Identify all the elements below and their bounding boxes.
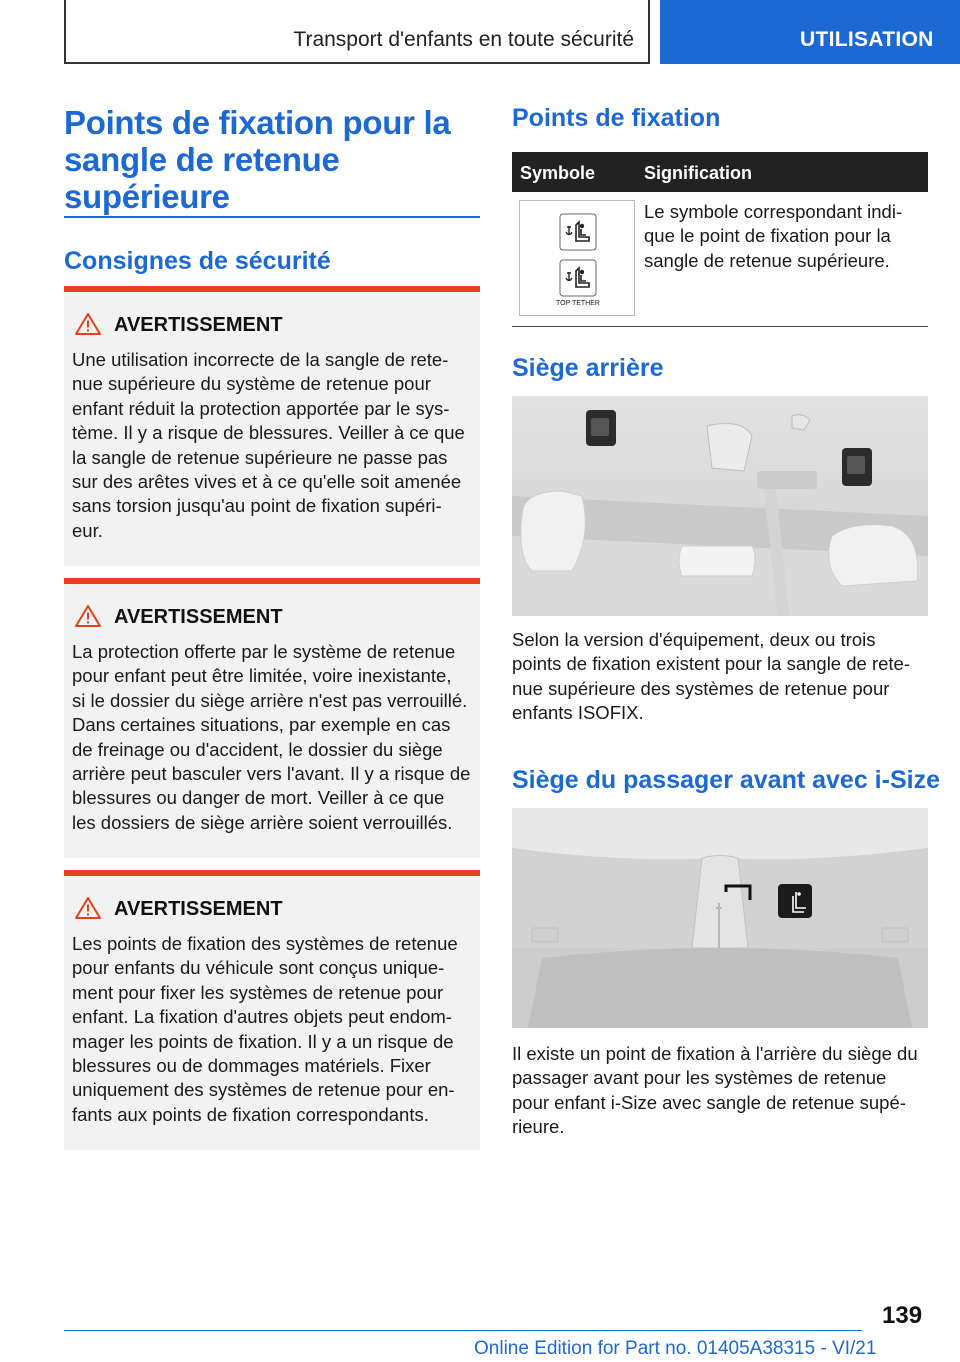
warning-box (64, 286, 480, 566)
front-seat-heading: Siège du passager avant avec i-Size (512, 766, 940, 794)
table-header (512, 152, 928, 192)
warning-triangle-icon (74, 604, 102, 628)
text-line: sangle de retenue supérieure. (644, 249, 890, 271)
text-line: enfant réduit la protection apportée par le sys- (72, 397, 450, 419)
text-line: ment pour fixer les systèmes de retenue pour (72, 981, 444, 1003)
text-line: arrière peut basculer vers l'avant. Il y a risque de (72, 763, 471, 785)
table-header-symbol: Symbole (520, 163, 596, 183)
warning-label: AVERTISSEMENT (114, 898, 283, 920)
page-title-line: sangle de retenue (64, 141, 340, 178)
section-title: Transport d'enfants en toute sécurité (293, 28, 634, 51)
symbol-meaning (644, 200, 928, 273)
warning-triangle-icon (74, 896, 102, 920)
page-title (64, 104, 480, 215)
rear-seat-text (512, 628, 928, 726)
text-line: si le dossier du siège arrière n'est pas verrouillé. (72, 689, 468, 711)
text-line: pour enfant i-Size avec sangle de retenue supé- (512, 1091, 906, 1113)
text-line: rieure. (512, 1116, 565, 1138)
text-line: blessures ou danger de mort. Veiller à ce que (72, 787, 445, 809)
text-line: uniquement des systèmes de retenue pour en- (72, 1079, 455, 1101)
rear-seat-heading: Siège arrière (512, 354, 664, 382)
text-line: enfant. La fixation d'autres objets peut endom- (72, 1006, 452, 1028)
warning-label: AVERTISSEMENT (114, 314, 283, 336)
text-line: points de fixation existent pour la sangle de rete- (512, 653, 910, 675)
front-seat-image (512, 808, 928, 1028)
edition-footer-link[interactable]: Online Edition for Part no. 01405A38315 - VI/21 (474, 1338, 877, 1359)
text-line: Les points de fixation des systèmes de retenue (72, 933, 458, 954)
title-divider (64, 216, 480, 218)
table-bottom-rule (512, 326, 928, 327)
page-title-line: Points de fixation pour la (64, 104, 451, 141)
text-line: mager les points de fixation. Il y a un risque de (72, 1030, 454, 1052)
text-line: Une utilisation incorrecte de la sangle de rete- (72, 349, 449, 370)
text-line: les dossiers de siège arrière soient verrouillés. (72, 811, 453, 833)
symbol-cell (519, 200, 635, 316)
text-line: La protection offerte par le système de retenue (72, 641, 456, 662)
text-line: Dans certaines situations, par exemple en cas (72, 714, 451, 736)
text-line: de freinage ou d'accident, le dossier du siège (72, 738, 443, 760)
text-line: passager avant pour les systèmes de retenue (512, 1067, 887, 1089)
text-line: eur. (72, 519, 103, 541)
footer-divider (64, 1330, 862, 1331)
warning-text (72, 640, 474, 835)
text-line: sans torsion jusqu'au point de fixation supéri- (72, 495, 442, 517)
text-line: Le symbole correspondant indi- (644, 201, 903, 222)
warning-text (72, 932, 474, 1127)
text-line: enfants ISOFIX. (512, 702, 644, 724)
chapter-tab[interactable] (660, 0, 960, 64)
child-seat-anchor-icon (559, 213, 597, 251)
header-section-box (64, 0, 650, 64)
rear-seat-image (512, 396, 928, 616)
fixation-heading: Points de fixation (512, 104, 721, 132)
warning-triangle-icon (74, 312, 102, 336)
text-line: pour enfants du véhicule sont conçus unique- (72, 957, 445, 979)
text-line: pour enfant peut être limitée, voire inexistante, (72, 665, 452, 687)
chapter-tab-label: UTILISATION (800, 28, 934, 51)
safety-heading: Consignes de sécurité (64, 247, 331, 275)
page-title-line: supérieure (64, 178, 230, 215)
top-tether-icon (559, 259, 597, 297)
table-header-meaning: Signification (644, 163, 752, 183)
text-line: sur des arêtes vives et à ce qu'elle soit amenée (72, 471, 462, 493)
text-line: Il existe un point de fixation à l'arrière du siège du (512, 1043, 918, 1064)
warning-text (72, 348, 474, 543)
warning-box (64, 578, 480, 858)
top-tether-caption: TOP TETHER (556, 300, 600, 307)
warning-box (64, 870, 480, 1150)
text-line: Selon la version d'équipement, deux ou trois (512, 629, 876, 650)
text-line: nue supérieure des systèmes de retenue pour (512, 677, 890, 699)
front-seat-text (512, 1042, 928, 1140)
text-line: nue supérieure du système de retenue pour (72, 373, 431, 395)
text-line: tème. Il y a risque de blessures. Veiller à ce que (72, 422, 465, 444)
warning-label: AVERTISSEMENT (114, 606, 283, 628)
text-line: que le point de fixation pour la (644, 225, 891, 247)
text-line: fants aux points de fixation correspondants. (72, 1103, 429, 1125)
text-line: blessures ou de dommages matériels. Fixer (72, 1055, 431, 1077)
text-line: la sangle de retenue supérieure ne passe pas (72, 446, 448, 468)
page-number: 139 (882, 1302, 923, 1329)
